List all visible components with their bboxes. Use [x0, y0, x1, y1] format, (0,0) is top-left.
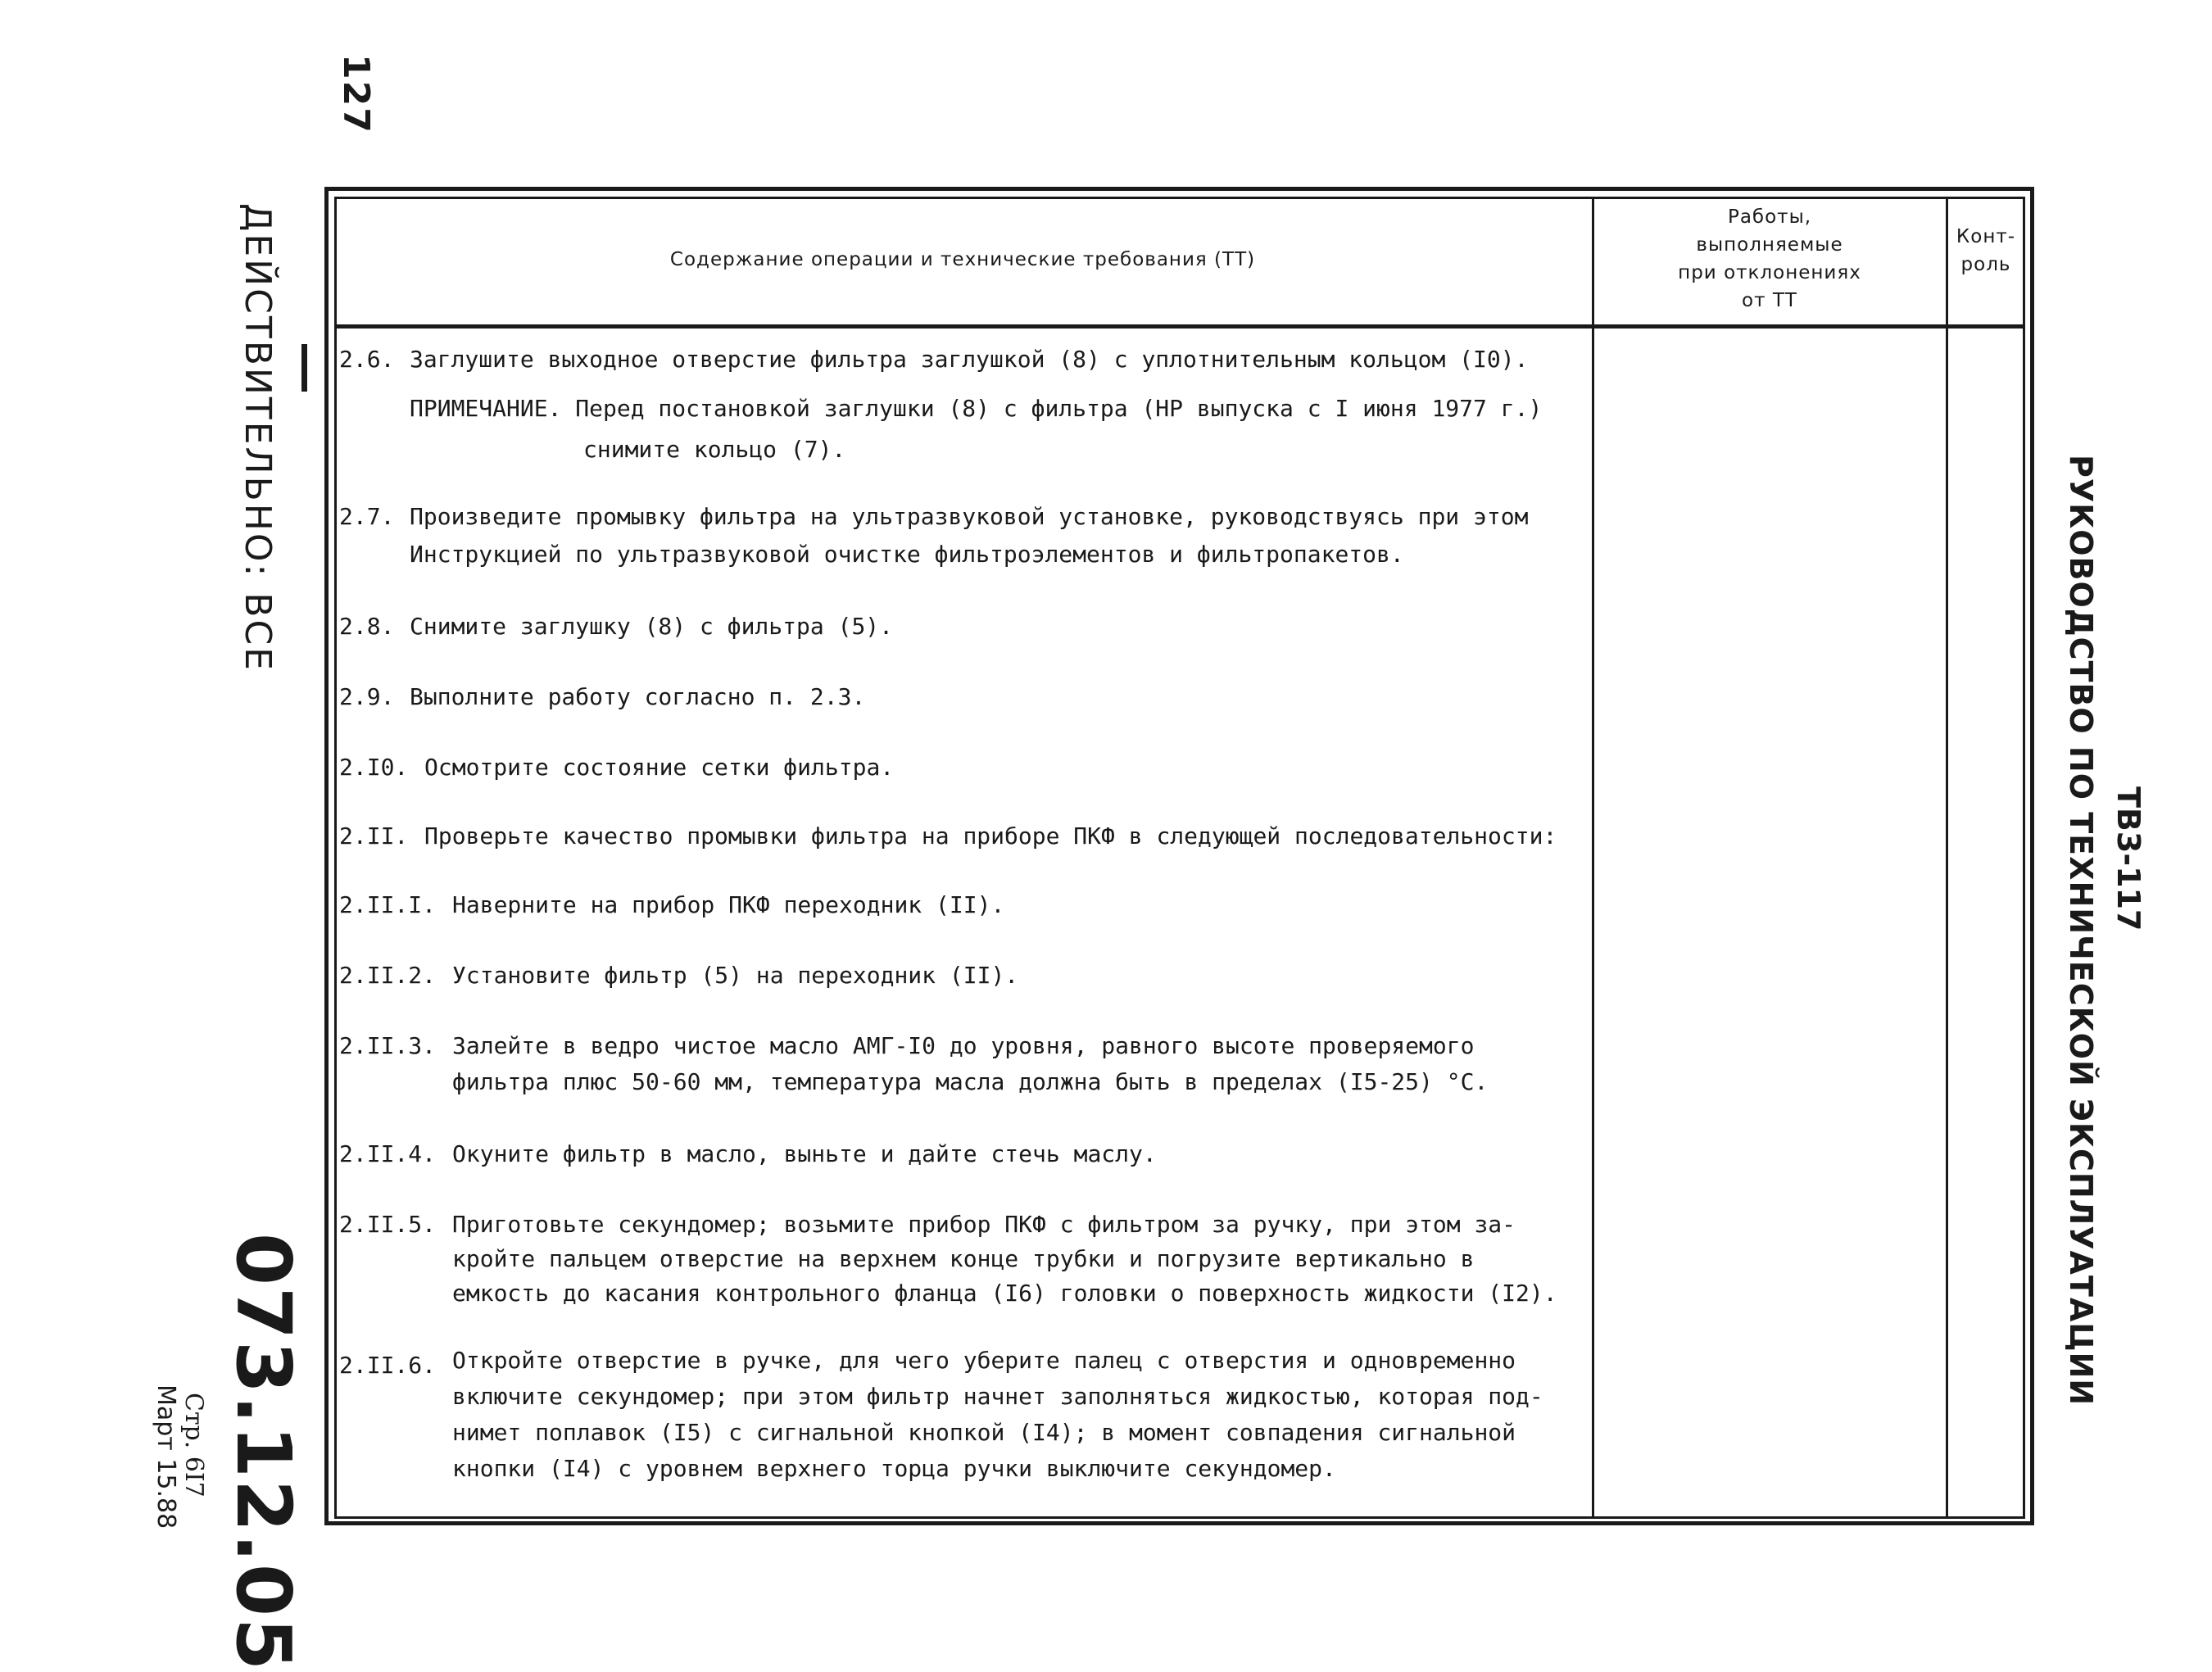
item-number: 2.II.I.	[339, 891, 437, 918]
page-reference: Стр. 6I7	[179, 1393, 208, 1498]
note-line: снимите кольцо (7).	[583, 436, 846, 463]
item-line: Залейте в ведро чистое масло АМГ-I0 до уровня, равного высоте проверяемого	[452, 1032, 1475, 1059]
item-line: Проверьте качество промывки фильтра на приборе ПКФ в следующей последовательности:	[424, 822, 1557, 850]
item-number: 2.II.4.	[339, 1140, 437, 1167]
item-line: Установите фильтр (5) на переходник (II).	[452, 962, 1019, 989]
item-number: 2.II.6.	[339, 1352, 437, 1379]
header-divider	[334, 324, 2025, 329]
header-deviation-line: выполняемые	[1696, 234, 1843, 256]
item-number: 2.I0.	[339, 754, 409, 781]
document-code: 073.12.05	[220, 1233, 307, 1672]
item-line: Окуните фильтр в масло, выньте и дайте стечь маслу.	[452, 1140, 1157, 1167]
item-line: Наверните на прибор ПКФ переходник (II).	[452, 891, 1005, 918]
header-content: Содержание операции и технические требования (ТТ)	[669, 249, 1256, 270]
column-divider	[1592, 197, 1594, 1519]
validity-note: ДЕЙСТВИТЕЛЬНО: ВСЕ	[237, 203, 279, 673]
header-control-line: роль	[1960, 254, 2011, 275]
item-number: 2.9.	[339, 683, 395, 710]
item-line: Произведите промывку фильтра на ультразвуковой установке, руководствуясь при этом	[410, 503, 1529, 530]
item-line: Заглушите выходное отверстие фильтра заглушкой (8) с уплотнительным кольцом (I0).	[410, 346, 1529, 373]
item-number: 2.II.3.	[339, 1032, 437, 1059]
item-line: Приготовьте секундомер; возьмите прибор ПКФ с фильтром за ручку, при этом за-	[452, 1211, 1516, 1238]
header-control-line: Конт-	[1956, 226, 2016, 247]
page-number: 127	[335, 54, 377, 134]
item-line: кнопки (I4) с уровнем верхнего торца ручки выключите секундомер.	[452, 1455, 1336, 1482]
manual-code: ТВ3-117	[2110, 786, 2146, 931]
item-line: кройте пальцем отверстие на верхнем конце трубки и погрузите вертикально в	[452, 1245, 1475, 1272]
header-deviation-line: при отклонениях	[1678, 262, 1861, 283]
item-line: фильтра плюс 50-60 мм, температура масла должна быть в пределах (I5-25) °С.	[452, 1068, 1489, 1095]
item-line: емкость до касания контрольного фланца (I6) головки о поверхность жидкости (I2).	[452, 1280, 1557, 1307]
item-number: 2.7.	[339, 503, 395, 530]
header-deviation-line: Работы,	[1727, 206, 1812, 228]
item-line: Осмотрите состояние сетки фильтра.	[424, 754, 895, 781]
revision-bar	[301, 344, 307, 392]
item-number: 2.II.5.	[339, 1211, 437, 1238]
item-number: 2.II.	[339, 822, 409, 850]
manual-title: РУКОВОДСТВО ПО ТЕХНИЧЕСКОЙ ЭКСПЛУАТАЦИИ	[2063, 455, 2099, 1407]
revision-date: Март 15.88	[152, 1384, 180, 1529]
header-deviation	[1606, 203, 1933, 315]
note-line: ПРИМЕЧАНИЕ. Перед постановкой заглушки (8) с фильтра (НР выпуска с I июня 1977 г.)	[410, 395, 1543, 422]
column-divider	[1946, 197, 1948, 1519]
item-line: Снимите заглушку (8) с фильтра (5).	[410, 613, 894, 640]
item-number: 2.6.	[339, 346, 395, 373]
item-line: Откройте отверстие в ручке, для чего уберите палец с отверстия и одновременно	[452, 1347, 1516, 1374]
item-line: Выполните работу согласно п. 2.3.	[410, 683, 866, 710]
header-control	[1951, 223, 2020, 279]
item-number: 2.II.2.	[339, 962, 437, 989]
item-line: нимет поплавок (I5) с сигнальной кнопкой (I4); в момент совпадения сигнальной	[452, 1419, 1516, 1446]
header-deviation-line: от ТТ	[1742, 290, 1797, 311]
item-number: 2.8.	[339, 613, 395, 640]
item-line: Инструкцией по ультразвуковой очистке фильтроэлементов и фильтропакетов.	[410, 541, 1404, 568]
item-line: включите секундомер; при этом фильтр начнет заполняться жидкостью, которая под-	[452, 1383, 1543, 1410]
